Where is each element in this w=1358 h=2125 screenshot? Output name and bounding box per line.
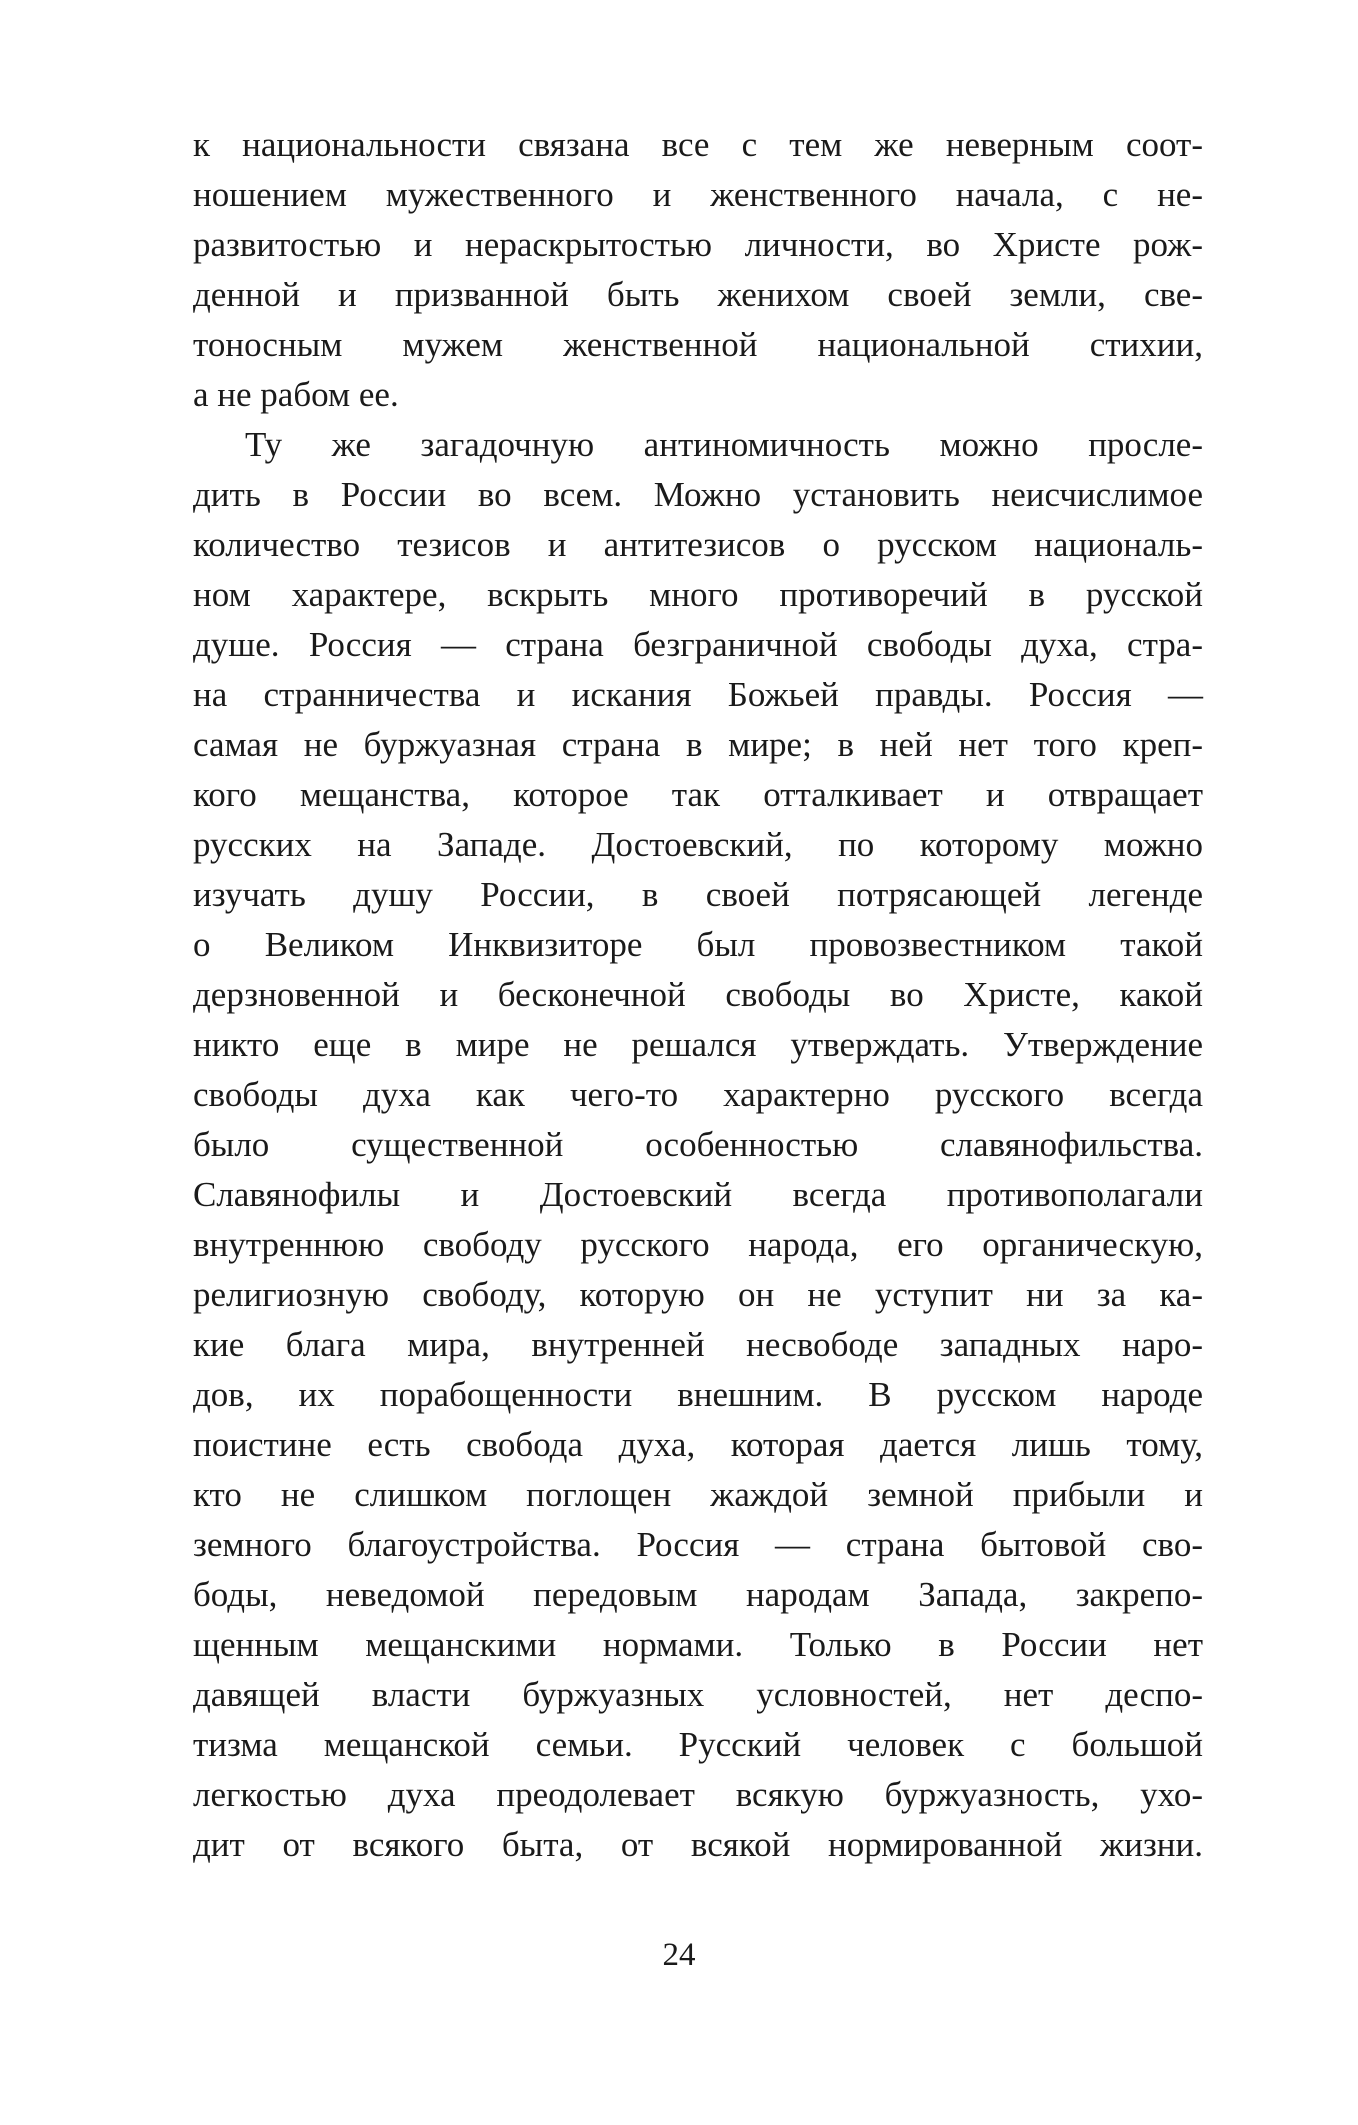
text-line: душе. Россия — страна безграничной свободы духа, стра- (193, 625, 1203, 664)
text-line: кого мещанства, которое так отталкивает и отвращает (193, 775, 1203, 814)
text-line: русских на Западе. Достоевский, по которому можно (193, 825, 1203, 864)
text-line: к национальности связана все с тем же неверным соот- (193, 125, 1203, 164)
text-line: на странничества и искания Божьей правды. Россия — (193, 675, 1203, 714)
paragraph-2 (193, 420, 1203, 1870)
text-line: о Великом Инквизиторе был провозвестником такой (193, 925, 1203, 964)
text-line: количество тезисов и антитезисов о русском националь- (193, 525, 1203, 564)
text-line: было существенной особенностью славянофильства. (193, 1125, 1203, 1164)
text-line: изучать душу России, в своей потрясающей легенде (193, 875, 1203, 914)
text-line: боды, неведомой передовым народам Запада, закрепо- (193, 1575, 1203, 1614)
paragraph-1 (193, 120, 1203, 420)
text-line: кие блага мира, внутренней несвободе западных наро- (193, 1325, 1203, 1364)
text-line: давящей власти буржуазных условностей, нет деспо- (193, 1675, 1203, 1714)
text-line: развитостью и нераскрытостью личности, во Христе рож- (193, 225, 1203, 264)
text-line: самая не буржуазная страна в мире; в ней нет того креп- (193, 725, 1203, 764)
text-line: Ту же загадочную антиномичность можно просле- (245, 425, 1203, 464)
text-line: земного благоустройства. Россия — страна бытовой сво- (193, 1525, 1203, 1564)
text-line: свободы духа как чего-то характерно русского всегда (193, 1075, 1203, 1114)
text-line: тизма мещанской семьи. Русский человек с большой (193, 1725, 1203, 1764)
page-number: 24 (662, 1937, 696, 1973)
text-line: кто не слишком поглощен жаждой земной прибыли и (193, 1475, 1203, 1514)
text-line: никто еще в мире не решался утверждать. Утверждение (193, 1025, 1203, 1064)
text-line: ном характере, вскрыть много противоречий в русской (193, 575, 1203, 614)
text-line: религиозную свободу, которую он не уступит ни за ка- (193, 1275, 1203, 1314)
text-line: тоносным мужем женственной национальной стихии, (193, 325, 1203, 364)
text-line: легкостью духа преодолевает всякую буржуазность, ухо- (193, 1775, 1203, 1814)
text-line: дит от всякого быта, от всякой нормированной жизни. (193, 1825, 1203, 1864)
text-line: щенным мещанскими нормами. Только в России нет (193, 1625, 1203, 1664)
text-line: поистине есть свобода духа, которая дается лишь тому, (193, 1425, 1203, 1464)
text-line: дов, их порабощенности внешним. В русском народе (193, 1375, 1203, 1414)
text-line: а не рабом ее. (193, 375, 399, 414)
text-line: Славянофилы и Достоевский всегда противополагали (193, 1175, 1203, 1214)
text-line: денной и призванной быть женихом своей земли, све- (193, 275, 1203, 314)
body-text (193, 120, 1203, 1870)
text-line: внутреннюю свободу русского народа, его органическую, (193, 1225, 1203, 1264)
text-line: ношением мужественного и женственного начала, с не- (193, 175, 1203, 214)
text-line: дить в России во всем. Можно установить неисчислимое (193, 475, 1203, 514)
text-line: дерзновенной и бесконечной свободы во Христе, какой (193, 975, 1203, 1014)
